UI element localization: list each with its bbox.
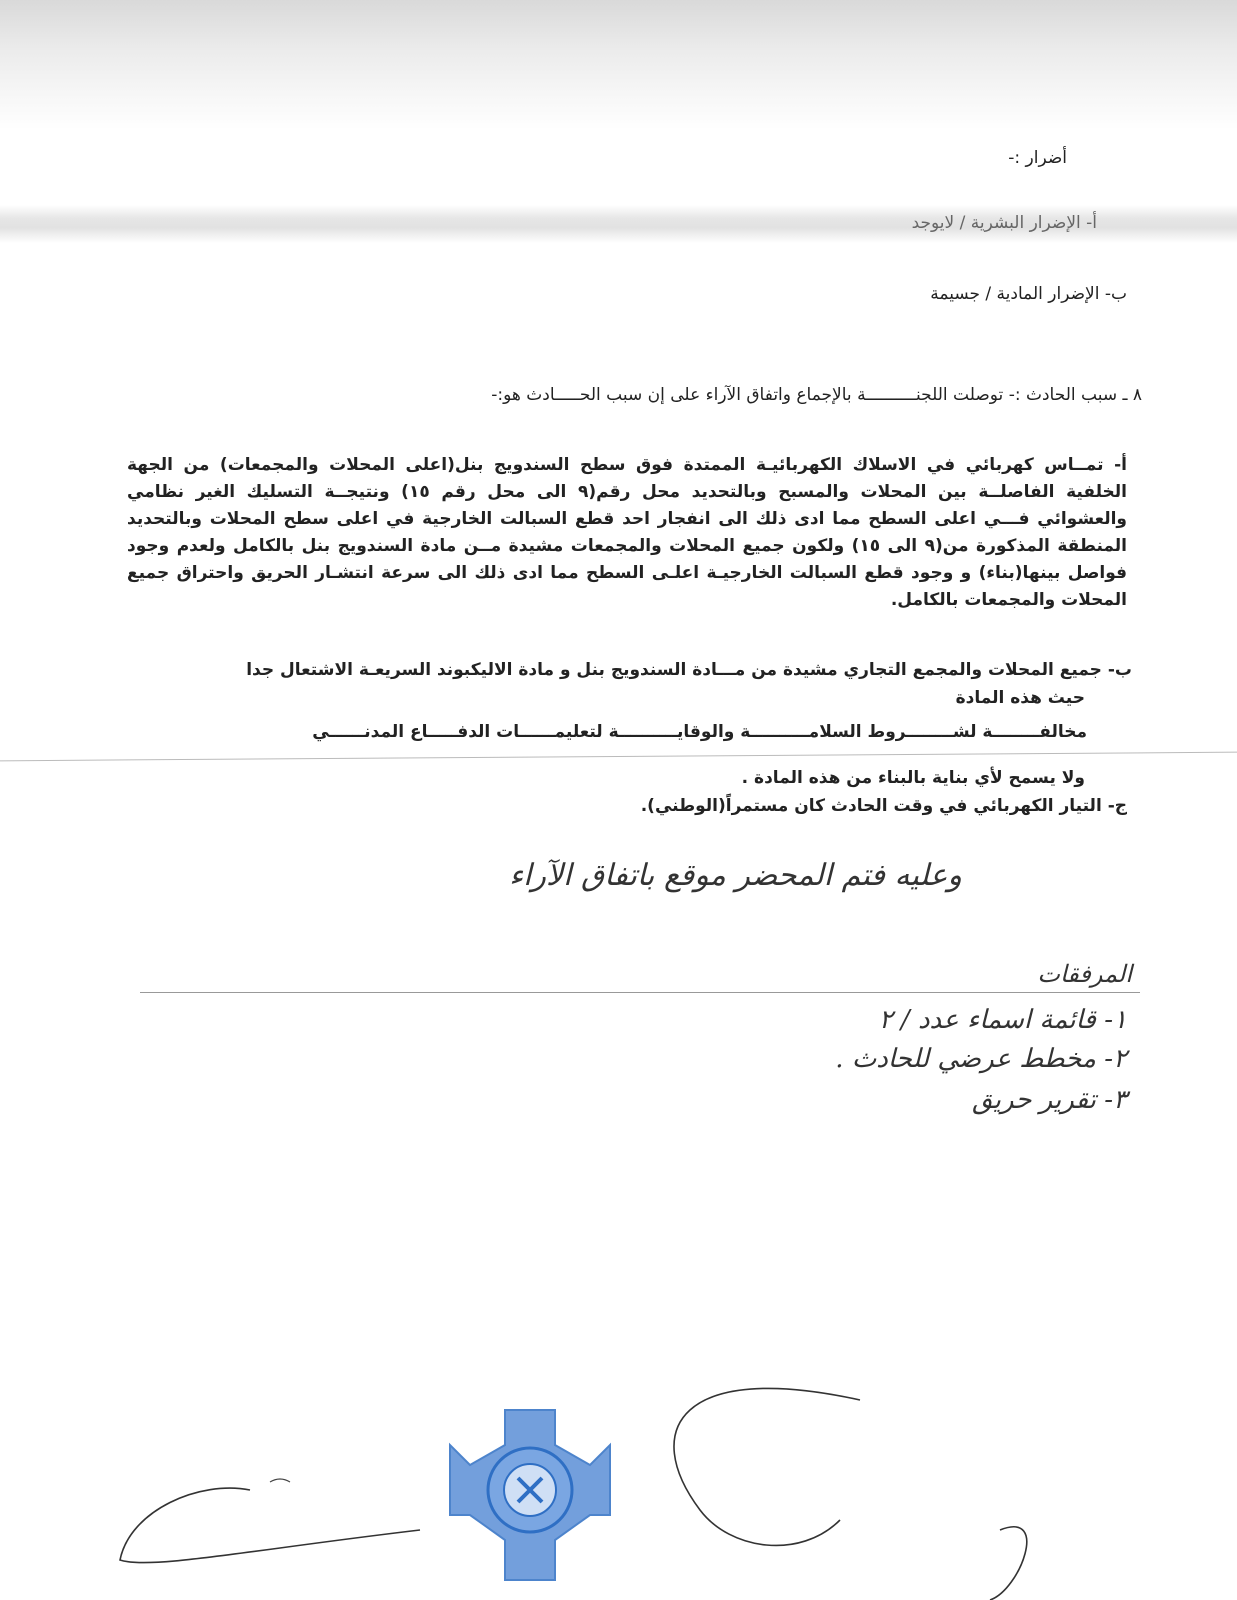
signature-right-tail xyxy=(990,1527,1027,1600)
handwritten-closing: وعليه فتم المحضر موقع باتفاق الآراء xyxy=(509,858,962,893)
attachment-item-2: ٢- مخطط عرضي للحادث . xyxy=(835,1044,1127,1074)
cause-item-b-line1: ب- جميع المحلات والمجمع التجاري مشيدة من مـــادة السندويج بنل و مادة الاليكبوند السريعـة الاشتعال جدا xyxy=(246,660,1132,680)
human-damages: أ- الإضرار البشرية / لايوجد xyxy=(911,213,1097,233)
attachments-heading: المرفقات xyxy=(1037,960,1132,988)
attachment-item-1: ١- قائمة اسماء عدد / ٢ xyxy=(878,1005,1127,1035)
cause-item-b-line2: حيث هذه المادة xyxy=(955,688,1085,708)
civil-defense-stamp xyxy=(450,1410,610,1580)
cause-item-c: ج- التيار الكهربائي في وقت الحادث كان مستمراً(الوطني). xyxy=(640,796,1127,816)
cause-heading: ٨ ـ سبب الحادث :- توصلت اللجنــــــــــة بالإجماع واتفاق الآراء على إن سبب الحـــــادث هو:- xyxy=(491,385,1142,405)
signatures-and-stamp xyxy=(0,1370,1237,1600)
signature-right xyxy=(674,1388,860,1545)
attachments-underline xyxy=(140,992,1140,993)
damages-heading: أضرار :- xyxy=(1008,148,1067,168)
scan-noise-top xyxy=(0,0,1237,130)
attachment-item-3: ٣- تقرير حريق xyxy=(972,1085,1127,1115)
fold-line xyxy=(0,752,1237,762)
cause-item-a: أ- تمــاس كهربائي في الاسلاك الكهربائيـة الممتدة فوق سطح السندويج بنل(اعلى المحلات والمجمعات) من الجهة الخلفية الفاصلــة بين المحلات والمسبح وبالتحديد محل رقم(٩ الى محل رقم ١٥) ونتيجــة التسليك الغير نظامي والعشوائي فـــي اعلى السطح مما ادى ذلك الى انفجار احد قطع السبالت الخارجية في اعلى سطح المحلات وبالتحديد المنطقة المذكورة من(٩ الى ١٥) ولكون جميع المحلات والمجمعات مشيدة مــن مادة السندويج بنل بالكامل ولعدم وجود فواصل بينها(بناء) و وجود قطع السبالت الخارجيـة اعلـى السطح مما ادى ذلك الى سرعة انتشـار الحريق واحتراق جميع المحلات والمجمعات بالكامل. xyxy=(127,455,1128,610)
cause-item-b-line3: مخالفــــــــة لشــــــــروط السلامــــــــــة والوقايــــــــــة لتعليمــــــات الدفـــــاع المدنــــــي xyxy=(312,722,1087,742)
material-damages: ب- الإضرار المادية / جسيمة xyxy=(930,284,1127,304)
cause-item-b-line4: ولا يسمح لأي بناية بالبناء من هذه المادة . xyxy=(741,768,1085,788)
signature-left xyxy=(120,1488,420,1563)
